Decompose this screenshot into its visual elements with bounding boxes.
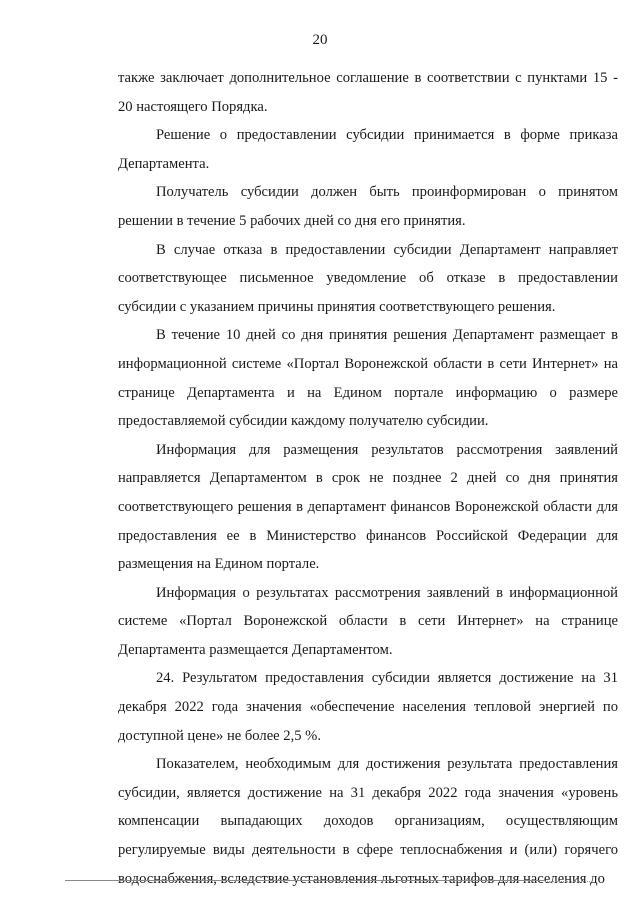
page-number: 20	[312, 32, 328, 48]
paragraph: Решение о предоставлении субсидии принимается в форме приказа Департамента.	[118, 127, 618, 172]
footer-rule-dotted	[545, 881, 590, 882]
paragraph: В течение 10 дней со дня принятия решения Департамент размещает в информационной системе «Портал Воронежской области в сети Интернет» на странице Департамента и на Едином портале информацию о размере предоставляемой субсидии каждому получателю субсидии.	[118, 327, 618, 430]
paragraph: В случае отказа в предоставлении субсидии Департамент направляет соответствующее письменное уведомление об отказе в предоставлении субсидии с указанием причины принятия соответствующего решения.	[118, 241, 618, 315]
document-body	[118, 64, 618, 893]
paragraph: Информация о результатах рассмотрения заявлений в информационной системе «Портал Воронежской области в сети Интернет» на странице Департамента размещается Департаментом.	[118, 584, 618, 658]
paragraph: Получатель субсидии должен быть проинформирован о принятом решении в течение 5 рабочих дней со дня его принятия.	[118, 184, 618, 229]
paragraph: 24. Результатом предоставления субсидии является достижение на 31 декабря 2022 года значения «обеспечение населения тепловой энергией по доступной цене» не более 2,5 %.	[118, 670, 618, 744]
footer-rule	[65, 880, 545, 881]
paragraph: также заключает дополнительное соглашение в соответствии с пунктами 15 - 20 настоящего Порядка.	[118, 70, 618, 115]
paragraph: Информация для размещения результатов рассмотрения заявлений направляется Департаментом в срок не позднее 2 дней со дня принятия соответствующего решения в департамент финансов Воронежской области для предоставления ее в Министерство финансов Российской Федерации для размещения на Едином портале.	[118, 441, 618, 573]
paragraph: Показателем, необходимым для достижения результата предоставления субсидии, является достижение на 31 декабря 2022 года значения «уровень компенсации выпадающих доходов организациям, осуществляющим регулируемые виды деятельности в сфере теплоснабжения и (или) горячего водоснабжения, вследствие установления льготных тарифов для населения до	[118, 756, 618, 887]
